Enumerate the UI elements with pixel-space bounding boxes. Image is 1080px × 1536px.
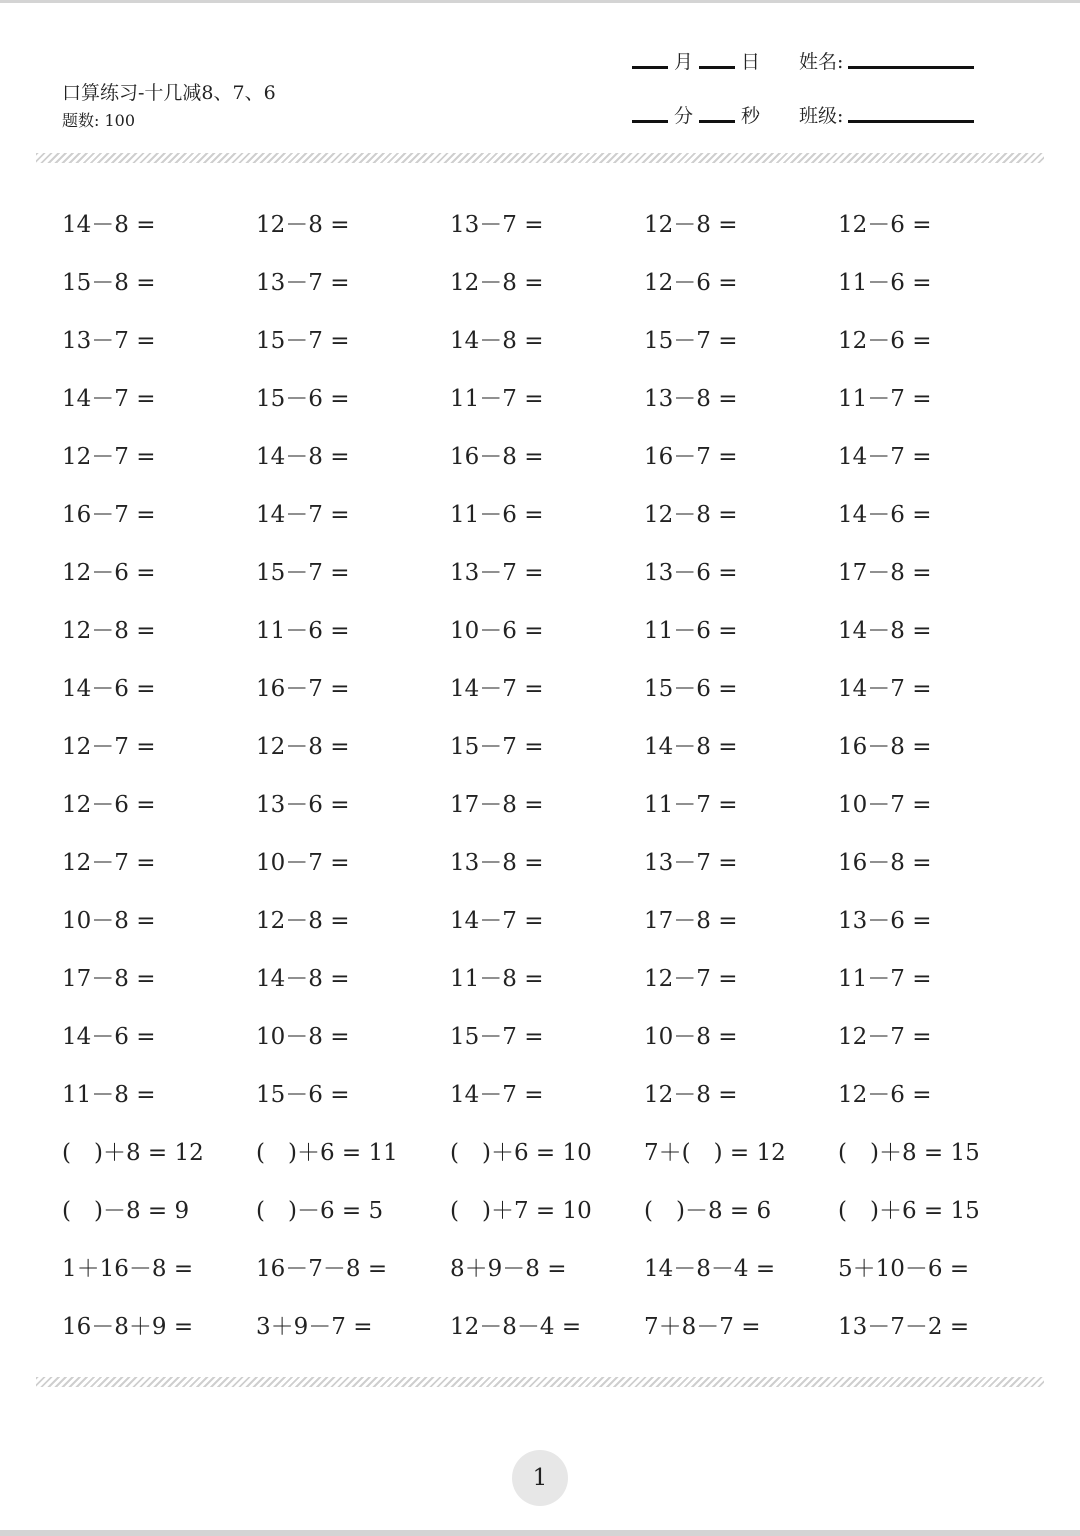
problem-item: 17－8 = bbox=[450, 792, 544, 818]
problem-item: 14－7 = bbox=[450, 908, 544, 934]
problem-item: 15－6 = bbox=[644, 676, 738, 702]
problem-item: 12－8 = bbox=[256, 212, 350, 238]
problem-item: 16－7 = bbox=[644, 444, 738, 470]
problem-item: 15－7 = bbox=[256, 560, 350, 586]
month-label: 月 bbox=[674, 51, 694, 73]
problem-item: 10－7 = bbox=[838, 792, 932, 818]
problem-item: 17－8 = bbox=[62, 966, 156, 992]
name-blank[interactable] bbox=[848, 66, 974, 69]
problem-item: 15－6 = bbox=[256, 1082, 350, 1108]
problem-count: 题数: 100 bbox=[62, 111, 136, 130]
day-label: 日 bbox=[741, 51, 761, 73]
problem-item: 12－6 = bbox=[838, 212, 932, 238]
problem-item: 12－6 = bbox=[62, 792, 156, 818]
page-bottom-edge bbox=[0, 1530, 1080, 1536]
problem-item: 14－6 = bbox=[838, 502, 932, 528]
problem-grid bbox=[62, 196, 1042, 1356]
problem-item: 12－7 = bbox=[62, 734, 156, 760]
problem-item: 1＋16－8 = bbox=[62, 1256, 194, 1282]
page-top-edge bbox=[0, 0, 1080, 3]
problem-item: 12－6 = bbox=[838, 328, 932, 354]
problem-item: 14－8 = bbox=[838, 618, 932, 644]
problem-item: 12－8 = bbox=[644, 502, 738, 528]
bottom-hatched-divider bbox=[36, 1377, 1044, 1387]
minute-label: 分 bbox=[674, 105, 694, 127]
problem-item: 7＋8－7 = bbox=[644, 1314, 761, 1340]
problem-item: 12－7 = bbox=[644, 966, 738, 992]
problem-item: 16－7－8 = bbox=[256, 1256, 388, 1282]
problem-item: 5＋10－6 = bbox=[838, 1256, 970, 1282]
problem-item: 14－8 = bbox=[256, 966, 350, 992]
problem-item: 16－7 = bbox=[62, 502, 156, 528]
problem-item: 3＋9－7 = bbox=[256, 1314, 373, 1340]
problem-item: 13－7 = bbox=[450, 560, 544, 586]
problem-item: 14－8－4 = bbox=[644, 1256, 776, 1282]
problem-item: 10－8 = bbox=[256, 1024, 350, 1050]
problem-item: 14－7 = bbox=[450, 1082, 544, 1108]
time-class-row bbox=[632, 100, 974, 128]
problem-item: ( )＋7 = 10 bbox=[450, 1198, 592, 1224]
problem-item: ( )＋8 = 12 bbox=[62, 1140, 204, 1166]
problem-item: 12－8 = bbox=[644, 1082, 738, 1108]
problem-item: 13－7 = bbox=[644, 850, 738, 876]
name-label: 姓名: bbox=[799, 51, 844, 73]
problem-item: 12－6 = bbox=[62, 560, 156, 586]
problem-item: 13－6 = bbox=[838, 908, 932, 934]
problem-item: 13－6 = bbox=[256, 792, 350, 818]
problem-item: 13－7 = bbox=[62, 328, 156, 354]
problem-item: ( )＋6 = 11 bbox=[256, 1140, 398, 1166]
minute-blank[interactable] bbox=[632, 120, 668, 123]
problem-item: 11－6 = bbox=[450, 502, 544, 528]
problem-item: 10－6 = bbox=[450, 618, 544, 644]
top-hatched-divider bbox=[36, 153, 1044, 163]
problem-item: 15－8 = bbox=[62, 270, 156, 296]
day-blank[interactable] bbox=[699, 66, 735, 69]
problem-item: 14－6 = bbox=[62, 676, 156, 702]
problem-item: 12－7 = bbox=[838, 1024, 932, 1050]
problem-item: 10－7 = bbox=[256, 850, 350, 876]
problem-item: 14－8 = bbox=[62, 212, 156, 238]
problem-item: 11－7 = bbox=[450, 386, 544, 412]
problem-item: 12－8 = bbox=[256, 908, 350, 934]
problem-item: 15－6 = bbox=[256, 386, 350, 412]
problem-item: 13－7－2 = bbox=[838, 1314, 970, 1340]
problem-item: 11－6 = bbox=[256, 618, 350, 644]
problem-item: 14－7 = bbox=[450, 676, 544, 702]
problem-item: 14－7 = bbox=[838, 676, 932, 702]
problem-item: 11－7 = bbox=[644, 792, 738, 818]
class-label: 班级: bbox=[799, 105, 844, 127]
problem-item: 12－6 = bbox=[644, 270, 738, 296]
problem-item: 14－8 = bbox=[450, 328, 544, 354]
problem-item: 13－6 = bbox=[644, 560, 738, 586]
problem-item: 14－7 = bbox=[62, 386, 156, 412]
problem-item: 11－8 = bbox=[450, 966, 544, 992]
problem-item: 17－8 = bbox=[644, 908, 738, 934]
problem-item: 14－6 = bbox=[62, 1024, 156, 1050]
problem-item: 13－7 = bbox=[256, 270, 350, 296]
worksheet-title: 口算练习-十几减8、7、6 bbox=[62, 82, 276, 104]
problem-item: ( )＋6 = 15 bbox=[838, 1198, 980, 1224]
class-blank[interactable] bbox=[848, 120, 974, 123]
problem-item: 7＋( ) = 12 bbox=[644, 1140, 786, 1166]
problem-item: 12－8 = bbox=[256, 734, 350, 760]
page-number: 1 bbox=[512, 1450, 568, 1506]
problem-item: 15－7 = bbox=[256, 328, 350, 354]
problem-item: ( )－8 = 6 bbox=[644, 1198, 772, 1224]
date-name-row bbox=[632, 46, 974, 74]
problem-item: 15－7 = bbox=[644, 328, 738, 354]
problem-item: 15－7 = bbox=[450, 734, 544, 760]
problem-item: 10－8 = bbox=[644, 1024, 738, 1050]
problem-item: 16－8＋9 = bbox=[62, 1314, 194, 1340]
problem-item: 16－7 = bbox=[256, 676, 350, 702]
problem-item: 14－7 = bbox=[256, 502, 350, 528]
problem-item: 13－8 = bbox=[644, 386, 738, 412]
problem-item: 14－8 = bbox=[644, 734, 738, 760]
problem-item: 12－8 = bbox=[62, 618, 156, 644]
problem-item: 16－8 = bbox=[450, 444, 544, 470]
second-label: 秒 bbox=[741, 105, 761, 127]
problem-item: 14－8 = bbox=[256, 444, 350, 470]
month-blank[interactable] bbox=[632, 66, 668, 69]
problem-item: 12－7 = bbox=[62, 444, 156, 470]
problem-item: 14－7 = bbox=[838, 444, 932, 470]
problem-item: 16－8 = bbox=[838, 734, 932, 760]
second-blank[interactable] bbox=[699, 120, 735, 123]
problem-item: 11－7 = bbox=[838, 966, 932, 992]
problem-item: 11－6 = bbox=[838, 270, 932, 296]
problem-item: 11－7 = bbox=[838, 386, 932, 412]
problem-item: 11－8 = bbox=[62, 1082, 156, 1108]
problem-item: 12－6 = bbox=[838, 1082, 932, 1108]
problem-item: 8＋9－8 = bbox=[450, 1256, 567, 1282]
problem-item: 12－7 = bbox=[62, 850, 156, 876]
problem-item: ( )－8 = 9 bbox=[62, 1198, 190, 1224]
problem-item: 13－8 = bbox=[450, 850, 544, 876]
problem-item: 12－8 = bbox=[450, 270, 544, 296]
problem-item: 12－8－4 = bbox=[450, 1314, 582, 1340]
problem-item: 17－8 = bbox=[838, 560, 932, 586]
problem-item: 15－7 = bbox=[450, 1024, 544, 1050]
problem-item: ( )＋6 = 10 bbox=[450, 1140, 592, 1166]
problem-item: ( )－6 = 5 bbox=[256, 1198, 384, 1224]
problem-item: 12－8 = bbox=[644, 212, 738, 238]
problem-item: 16－8 = bbox=[838, 850, 932, 876]
problem-item: ( )＋8 = 15 bbox=[838, 1140, 980, 1166]
problem-item: 11－6 = bbox=[644, 618, 738, 644]
problem-item: 13－7 = bbox=[450, 212, 544, 238]
problem-item: 10－8 = bbox=[62, 908, 156, 934]
